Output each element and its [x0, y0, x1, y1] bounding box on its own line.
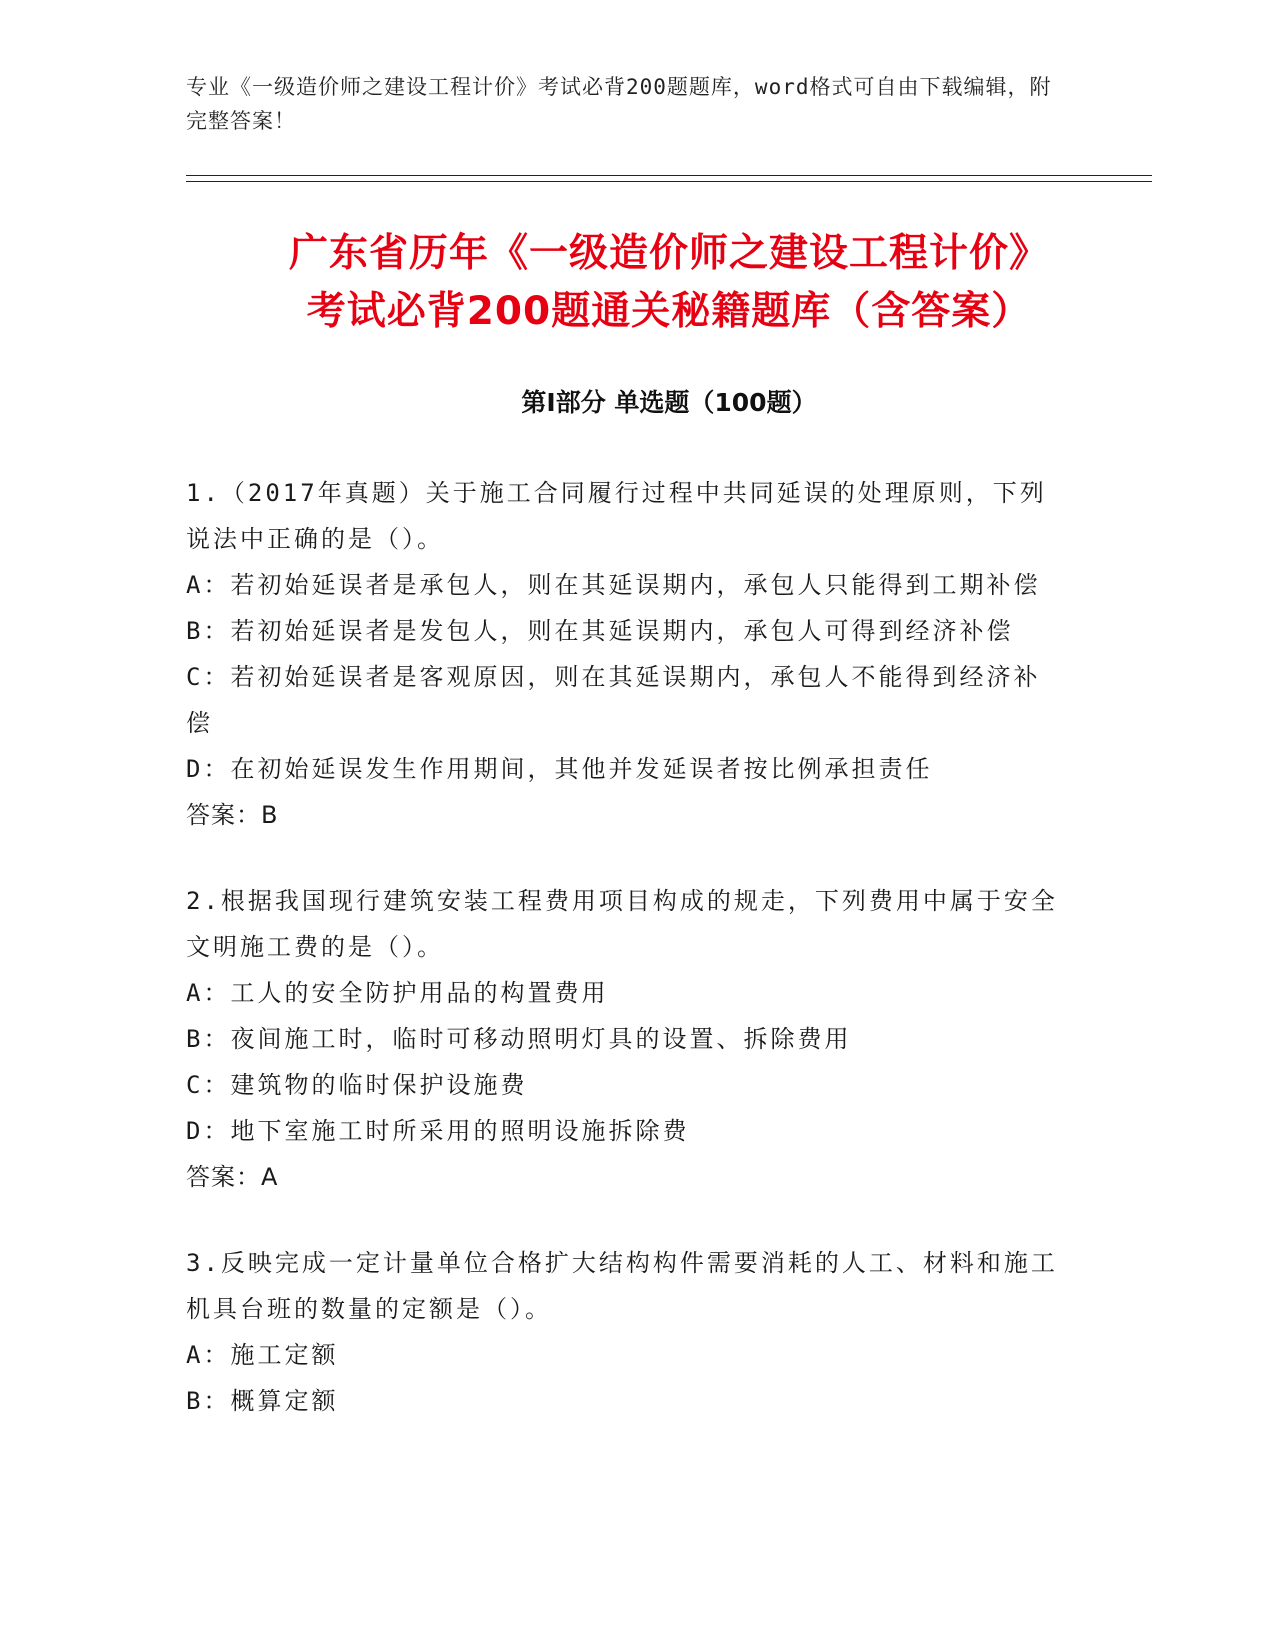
option-c: C：若初始延误者是客观原因，则在其延误期内，承包人不能得到经济补偿: [186, 663, 1041, 737]
option-d: D：在初始延误发生作用期间，其他并发延误者按比例承担责任: [186, 755, 933, 783]
question-text: 3.反映完成一定计量单位合格扩大结构构件需要消耗的人工、材料和施工机具台班的数量的定额是（）。: [186, 1249, 1058, 1323]
header-note: 专业《一级造价师之建设工程计价》考试必背200题题库，word格式可自由下载编辑，附完整答案！: [186, 75, 1052, 133]
question-list: [186, 470, 1066, 1464]
option-a: A：工人的安全防护用品的构置费用: [186, 979, 609, 1007]
option-b: B：若初始延误者是发包人，则在其延误期内，承包人可得到经济补偿: [186, 617, 1014, 645]
answer: 答案：A: [186, 1163, 279, 1191]
option-a: A：若初始延误者是承包人，则在其延误期内，承包人只能得到工期补偿: [186, 571, 1041, 599]
option-b: B：夜间施工时，临时可移动照明灯具的设置、拆除费用: [186, 1025, 852, 1053]
document-title: [186, 225, 1152, 341]
option-b: B：概算定额: [186, 1387, 339, 1415]
option-c: C：建筑物的临时保护设施费: [186, 1071, 528, 1099]
option-a: A：施工定额: [186, 1341, 339, 1369]
document-title-line-2: 考试必背200题通关秘籍题库（含答案）: [306, 289, 1032, 334]
answer: 答案：B: [186, 801, 279, 829]
question-text: 1.（2017年真题）关于施工合同履行过程中共同延误的处理原则，下列说法中正确的是（）。: [186, 479, 1047, 553]
header-divider-bottom: [186, 181, 1152, 182]
section-title: 第Ⅰ部分 单选题（100题）: [521, 388, 817, 417]
header-divider-top: [186, 175, 1152, 176]
question-3: [186, 1240, 1066, 1424]
option-d: D：地下室施工时所采用的照明设施拆除费: [186, 1117, 690, 1145]
document-title-line-1: 广东省历年《一级造价师之建设工程计价》: [288, 231, 1049, 276]
question-1: [186, 470, 1066, 838]
question-text: 2.根据我国现行建筑安装工程费用项目构成的规走，下列费用中属于安全文明施工费的是（）。: [186, 887, 1058, 961]
question-2: [186, 878, 1066, 1200]
